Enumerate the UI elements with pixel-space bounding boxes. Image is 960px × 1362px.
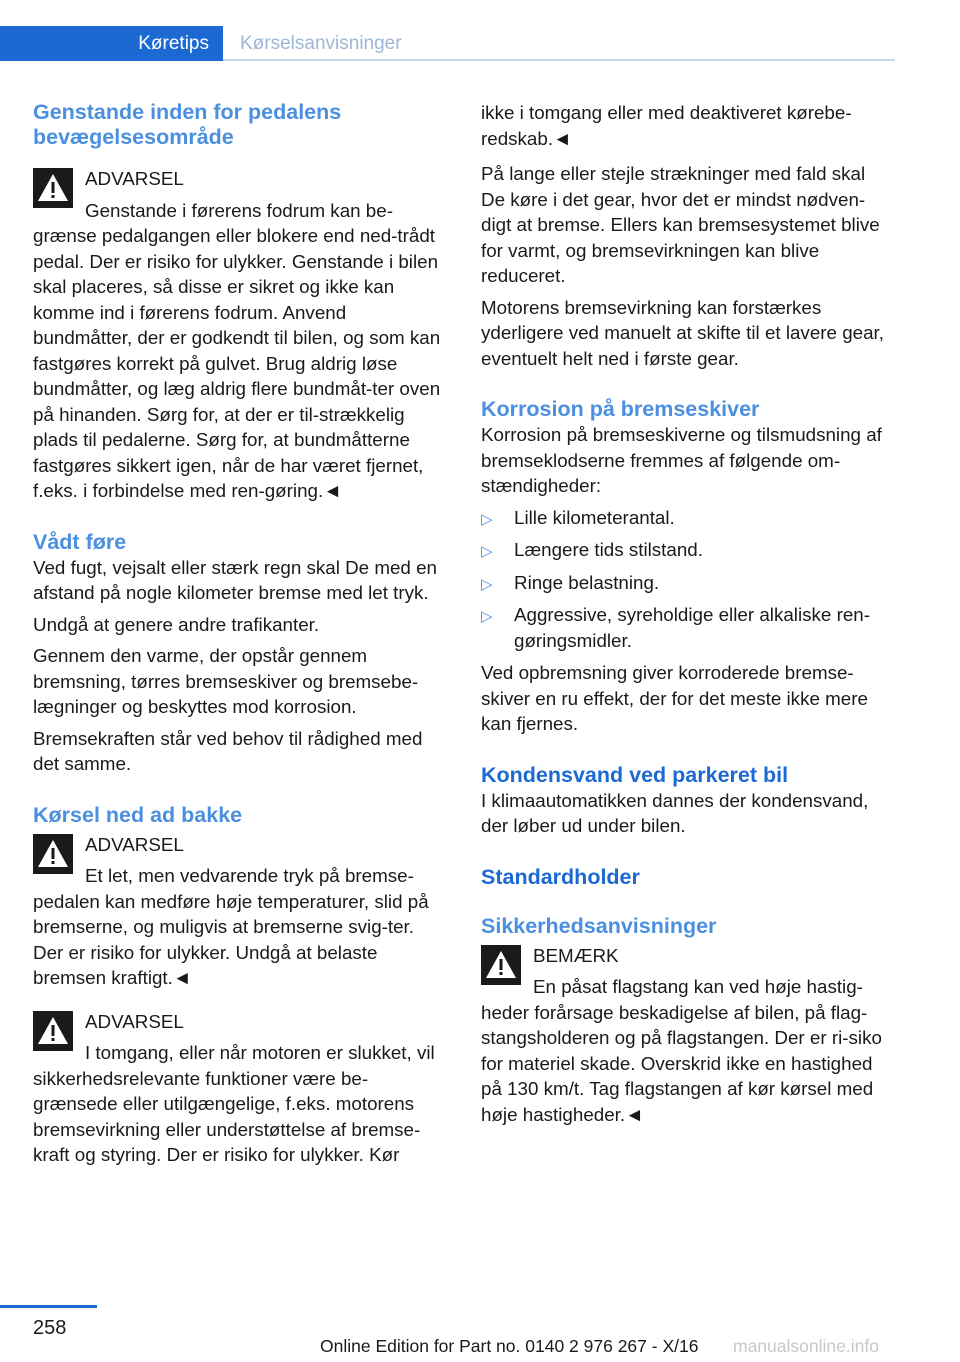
warning-icon — [33, 834, 73, 874]
heading-wet-road: Vådt føre — [33, 529, 127, 554]
heading-pedal-area: Genstande inden for pedalens bevægelsesområde — [33, 100, 342, 149]
list-item: ▷ Længere tids stilstand. — [481, 537, 893, 563]
warning-icon — [481, 945, 521, 985]
paragraph: Korrosion på bremseskiverne og tilsmudsning af bremseklodserne fremmes af følgende om-stændigheder: — [481, 424, 882, 496]
paragraph: Gennem den varme, der opstår gennem bremsning, tørres bremseskiver og bremsebe-lægninger og beskyttes mod korrosion. — [33, 645, 419, 717]
paragraph: Ved fugt, vejsalt eller stærk regn skal De med en afstand på nogle kilometer bremse med let tryk. — [33, 556, 437, 603]
triangle-bullet-icon: ▷ — [481, 543, 493, 560]
list-item: ▷ Lille kilometerantal. — [481, 505, 893, 531]
warning-title: ADVARSEL — [85, 1010, 184, 1032]
warning-block-2 — [33, 832, 448, 991]
note-title: BEMÆRK — [533, 944, 619, 966]
warning-icon — [33, 1011, 73, 1051]
warning-text: I tomgang, eller når motoren er slukket, vil sikkerhedsrelevante funktioner være be-grænsede eller utilgængelige, f.eks. motorens bremsevirkning eller understøttelse af bremse-kraft og styring. Der er risiko for ulykker. Kør — [33, 1042, 435, 1165]
paragraph: På lange eller stejle strækninger med fald skal De køre i det gear, hvor det er mindst nødven-digt at bremse. Ellers kan bremsesystemet blive for varmt, og bremsevirkningen kan blive reduceret. — [481, 163, 880, 286]
warning-text: Genstande i førerens fodrum kan be-grænse pedalgangen eller blokere end ned-trådt pedal. Der er risiko for ulykker. Genstande i bilen skal placeres, så disse er sikret og ikke kan komme ind i førerens fodrum. Anvend bundmåtter, der er godkendt til bilen, og som kan fastgøres korrekt på gulvet. Brug aldrig løse bundmåtter, og læg aldrig flere bundmåt-ter oven på hinanden. Sørg for, at der er til-strækkelig plads til pedalerne. Sørg for, at bundmåtterne fastgøres sikkert igen, når de har været fjernet, f.eks. i forbindelse med ren-gøring.◄ — [33, 199, 441, 501]
edition-text: Online Edition for Part no. 0140 2 976 267 - X/16 — [320, 1336, 699, 1356]
warning-title: ADVARSEL — [85, 168, 184, 189]
note-block — [481, 943, 893, 1128]
paragraph: Bremsekraften står ved behov til rådighed med det samme. — [33, 727, 423, 774]
warning-block-3 — [33, 1009, 448, 1168]
list-item: ▷ Aggressive, syreholdige eller alkaliske ren-gøringsmidler. — [481, 604, 870, 651]
heading-corrosion: Korrosion på bremseskiver — [481, 397, 760, 421]
warning-text: Et let, men vedvarende tryk på bremse-pedalen kan medføre høje temperaturer, slid på bremserne, og muligvis at bremserne svig-ter. Der er risiko for ulykker. Undgå at belaste bremsen kraftigt.◄ — [33, 865, 429, 988]
heading-condensation: Kondensvand ved parkeret bil — [481, 762, 789, 787]
conditions-list — [481, 505, 893, 654]
paragraph: Ved opbremsning giver korroderede bremse-skiver en ru effekt, der for det meste ikke mere kan fjernes. — [481, 662, 868, 734]
header-divider — [223, 59, 895, 61]
header-bar — [0, 0, 960, 62]
tab-korselsanvisninger[interactable]: Kørselsanvisninger — [240, 33, 402, 54]
paragraph: Motorens bremsevirkning kan forstærkes yderligere ved manuelt at skifte til et lavere gear, eventuelt helt ned i første gear. — [481, 296, 884, 369]
paragraph: ikke i tomgang eller med deaktiveret kørebe-redskab.◄ — [481, 102, 852, 149]
triangle-bullet-icon: ▷ — [481, 510, 493, 528]
right-column — [481, 100, 893, 1133]
warning-title: ADVARSEL — [85, 833, 184, 855]
footer-accent-line — [0, 1305, 97, 1308]
heading-flag-holder: Standardholder — [481, 864, 640, 889]
list-item: ▷ Ringe belastning. — [481, 570, 893, 596]
page-number: 258 — [33, 1317, 67, 1339]
triangle-bullet-icon: ▷ — [481, 575, 493, 593]
watermark-text: manualsonline.info — [733, 1336, 879, 1356]
warning-block-1 — [33, 166, 448, 504]
paragraph: Undgå at genere andre trafikanter. — [33, 613, 320, 635]
tab-koretips[interactable]: Køretips — [0, 26, 223, 61]
left-column — [33, 100, 448, 1174]
heading-safety-notes: Sikkerhedsanvisninger — [481, 913, 717, 938]
triangle-bullet-icon: ▷ — [481, 608, 493, 625]
warning-icon — [33, 168, 73, 208]
note-text: En påsat flagstang kan ved høje hastig-heder forårsage beskadigelse af bilen, på flag-stangsholderen og på flagstangen. Der er ri-siko for materiel skade. Overskrid ikke en hastighed på 130 km/t. Tag flagstangen af kør kørsel med høje hastigheder.◄ — [481, 976, 882, 1125]
heading-downhill: Kørsel ned ad bakke — [33, 802, 243, 827]
paragraph: I klimaautomatikken dannes der kondensvand, der løber ud under bilen. — [481, 789, 869, 836]
